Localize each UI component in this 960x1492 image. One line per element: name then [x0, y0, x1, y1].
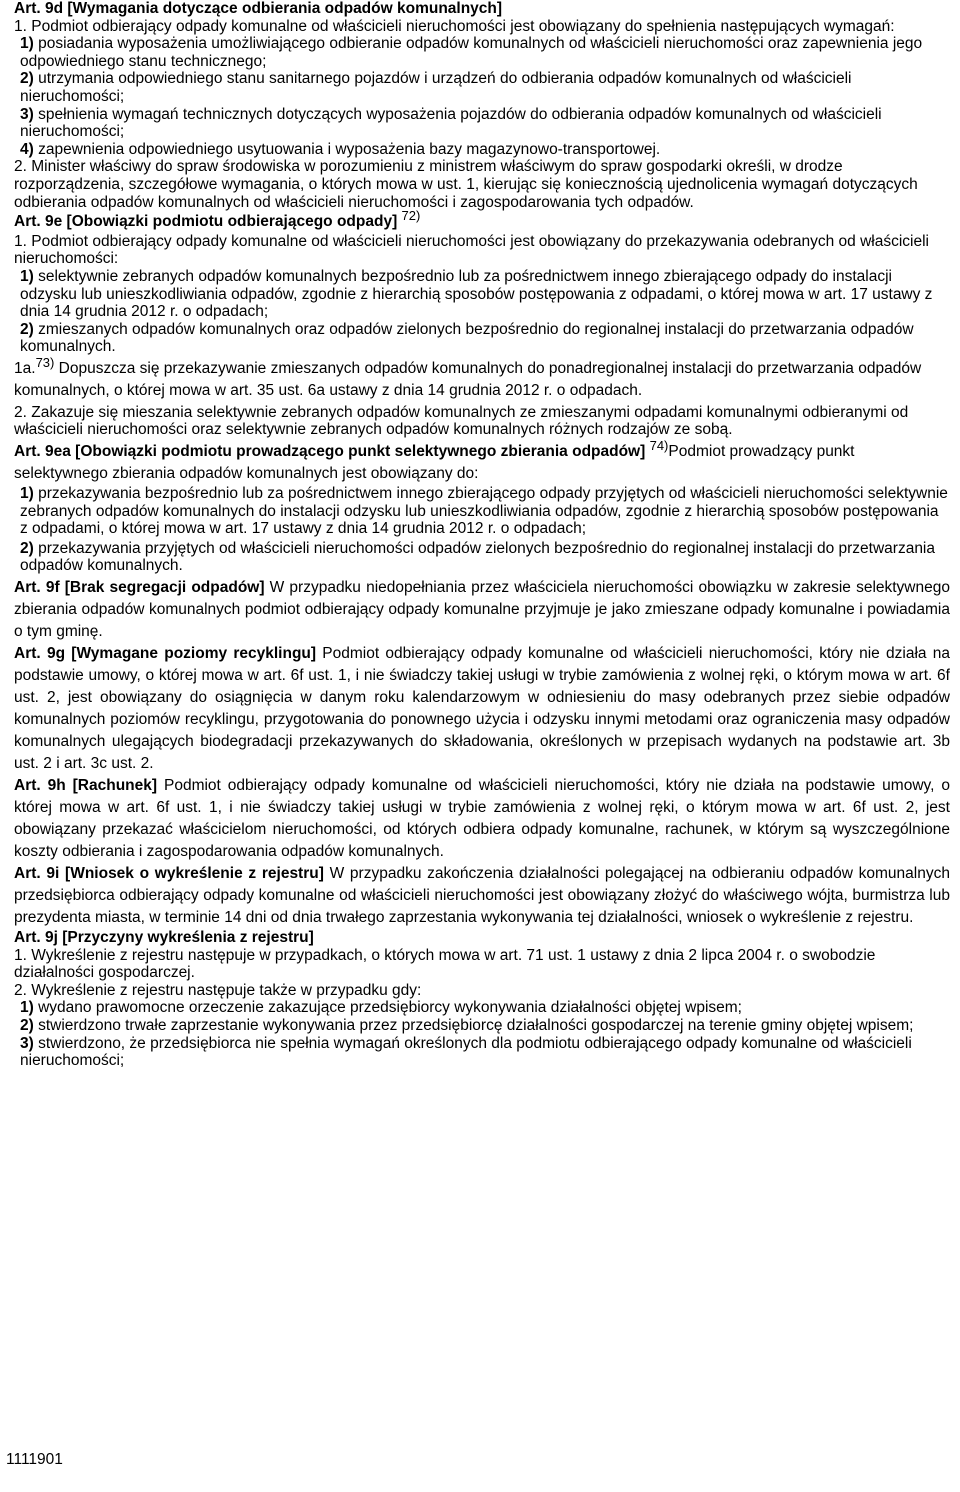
article-9d-paragraph-2: 2. Minister właściwy do spraw środowiska w porozumieniu z ministrem właściwym do spraw gospodarki określi, w drodze rozporządzenia, szczegółowe wymagania, o których mowa w ust. 1, kierując się koniecznością ujednolicenia wymagań dotyczących odbierania odpadów komunalnych od właścicieli nieruchomości i zagospodarowania tych odpadów.	[14, 158, 918, 211]
item-text: zapewnienia odpowiedniego usytuowania i wyposażenia bazy magazynowo-transportowej.	[33, 140, 661, 158]
item-text: przekazywania bezpośrednio lub za pośrednictwem innego zbierającego odpady przyjętych od właścicieli nieruchomości selektywnie zebranych odpadów komunalnych do instalacji odzysku lub unieszkodliwiania odpadów, zgodnie z hierarchią sposobów postępowania z odpadami, o której mowa w art. 17 ustawy z dnia 14 grudnia 2012 r. o odpadach;	[20, 485, 948, 538]
item-number: 3)	[20, 105, 34, 123]
item-number: 1)	[20, 999, 34, 1017]
article-9f-paragraph	[14, 577, 950, 643]
article-9d-paragraph-1: 1. Podmiot odbierający odpady komunalne od właścicieli nieruchomości jest obowiązany do spełnienia następujących wymagań:	[14, 17, 895, 35]
article-9i	[14, 863, 950, 929]
article-9e-paragraph-2: 2. Zakazuje się mieszania selektywnie zebranych odpadów komunalnych ze zmieszanymi odpadami komunalnymi odbieranymi od właścicieli nieruchomości oraz selektywnie zebranych odpadów komunalnych różnych rodzajów ze sobą.	[14, 403, 909, 439]
paragraph-text: Dopuszcza się przekazywanie zmieszanych odpadów komunalnych do ponadregionalnej instalacji do przetwarzania odpadów komunalnych, o której mowa w art. 35 ust. 6a ustawy z dnia 14 grudnia 2012 r. o odpadach.	[14, 359, 922, 399]
article-9h-paragraph	[14, 775, 950, 863]
article-9d	[14, 0, 950, 211]
item-text: utrzymania odpowiedniego stanu sanitarnego pojazdów i urządzeń do odbierania odpadów komunalnych od właścicieli nieruchomości;	[20, 70, 852, 105]
article-9f-text: W przypadku niedopełniania przez właściciela nieruchomości obowiązku w zakresie selektywnego zbierania odpadów komunalnych podmiot odbierający odpady komunalne przyjmuje je jako zmieszane odpady komunalne i powiadamia o tym gminę.	[14, 579, 950, 641]
item-text: przekazywania przyjętych od właścicieli nieruchomości odpadów zielonych bezpośrednio do regionalnej instalacji do przetwarzania odpadów komunalnych.	[20, 539, 935, 575]
article-9h	[14, 775, 950, 863]
article-9j-item-2	[14, 1017, 950, 1035]
item-text: spełnienia wymagań technicznych dotyczących wyposażenia pojazdów do odbierania odpadów komunalnych od właścicieli nieruchomości;	[20, 105, 882, 141]
footnote-marker: 74)	[649, 438, 669, 454]
article-9ea-item-2	[14, 540, 950, 575]
item-number: 2)	[20, 539, 34, 557]
article-9j-item-3	[14, 1035, 950, 1070]
article-9ea-heading	[14, 438, 950, 485]
item-number: 2)	[20, 320, 34, 338]
article-9i-paragraph	[14, 863, 950, 929]
article-9i-text: W przypadku zakończenia działalności polegającej na odbieraniu odpadów komunalnych przedsiębiorca odbierający odpady komunalne od właścicieli nieruchomości jest obowiązany złożyć do właściwego wójta, burmistrza lub prezydenta miasta, w terminie 14 dni od dnia trwałego zaprzestania wykonywania tej działalności, wniosek o wykreślenie z rejestru.	[14, 865, 950, 927]
article-9g-text: Podmiot odbierający odpady komunalne od właścicieli nieruchomości, który nie działa na podstawie umowy, o której mowa w art. 6f ust. 1, i nie świadczy takiej usługi w trybie zamówienia z wolnej ręki, o którym mowa w art. 6f ust. 2, jest obowiązany do osiągnięcia w danym roku kalendarzowym w odniesieniu do masy odebranych przez siebie odpadów komunalnych poziomów recyklingu, przygotowania do ponownego użycia i odzysku innymi metodami oraz ograniczenia masy odpadów komunalnych ulegających biodegradacji przekazywanych do składowania, określonych w przepisach wydanych na podstawie art. 3b ust. 2 i art. 3c ust. 2.	[14, 645, 950, 773]
article-9f	[14, 577, 950, 643]
item-text: selektywnie zebranych odpadów komunalnych bezpośrednio lub za pośrednictwem innego zbierającego odpady do instalacji odzysku lub unieszkodliwiania odpadów, zgodnie z hierarchią sposobów postępowania z odpadami, o której mowa w art. 17 ustawy z dnia 14 grudnia 2012 r. o odpadach;	[20, 267, 933, 321]
item-number: 3)	[20, 1034, 34, 1052]
article-9j-title: Art. 9j [Przyczyny wykreślenia z rejestru]	[14, 929, 314, 947]
article-9d-item-4	[14, 141, 950, 159]
item-text: posiadania wyposażenia umożliwiającego odbieranie odpadów komunalnych od właścicieli nieruchomości oraz zapewnienia jego odpowiedniego stanu technicznego;	[20, 35, 923, 70]
article-9e	[14, 208, 950, 439]
article-9j-paragraph-2: 2. Wykreślenie z rejestru następuje także w przypadku gdy:	[14, 981, 422, 999]
article-9e-paragraph-1a	[14, 354, 950, 402]
item-number: 1)	[20, 267, 34, 285]
item-number: 1)	[20, 35, 34, 53]
article-9g-title: Art. 9g [Wymagane poziomy recyklingu]	[14, 645, 317, 663]
article-9ea-item-1	[14, 485, 950, 538]
item-text: stwierdzono, że przedsiębiorca nie spełnia wymagań określonych dla podmiotu odbierającego odpady komunalne od właścicieli nieruchomości;	[20, 1034, 912, 1070]
article-9ea-lead: Podmiot prowadzący punkt selektywnego zbierania odpadów komunalnych jest obowiązany do:	[14, 443, 855, 483]
item-text: wydano prawomocne orzeczenie zakazujące przedsiębiorcy wykonywania działalności objętej wpisem;	[33, 999, 742, 1017]
article-9g	[14, 643, 950, 775]
article-9h-text: Podmiot odbierający odpady komunalne od właścicieli nieruchomości, który nie działa na podstawie umowy, o której mowa w art. 6f ust. 1, i nie świadczy takiej usługi w trybie zamówienia z wolnej ręki, o którym mowa w art. 6f ust. 2, jest obowiązany przekazać właścicielom nieruchomości, od których odbiera odpady komunalne, rachunek, w którym są wyszczególnione koszty odbierania i zagospodarowania odpadów komunalnych.	[14, 777, 950, 861]
item-number: 2)	[20, 70, 34, 88]
article-9e-title: Art. 9e [Obowiązki podmiotu odbierającego odpady]	[14, 213, 398, 231]
article-9d-item-2	[14, 70, 950, 105]
item-text: zmieszanych odpadów komunalnych oraz odpadów zielonych bezpośrednio do regionalnej instalacji do przetwarzania odpadów komunalnych.	[20, 320, 914, 356]
page-footer-code: 1111901	[6, 1451, 63, 1468]
article-9f-title: Art. 9f [Brak segregacji odpadów]	[14, 579, 265, 597]
article-9j	[14, 929, 950, 1070]
item-number: 2)	[20, 1017, 34, 1034]
paragraph-number: 1a.	[14, 359, 36, 377]
article-9d-item-1	[14, 35, 950, 70]
item-number: 1)	[20, 485, 34, 503]
article-9e-heading	[14, 208, 950, 231]
article-9d-title: Art. 9d [Wymagania dotyczące odbierania odpadów komunalnych]	[14, 0, 503, 17]
article-9e-paragraph-1: 1. Podmiot odbierający odpady komunalne od właścicieli nieruchomości jest obowiązany do przekazywania odebranych od właścicieli nieruchomości:	[14, 232, 929, 268]
article-9i-title: Art. 9i [Wniosek o wykreślenie z rejestru]	[14, 865, 324, 883]
article-9h-title: Art. 9h [Rachunek]	[14, 777, 158, 795]
article-9j-item-1	[14, 999, 950, 1017]
article-9ea	[14, 438, 950, 575]
article-9j-paragraph-1: 1. Wykreślenie z rejestru następuje w przypadkach, o których mowa w art. 71 ust. 1 ustawy z dnia 2 lipca 2004 r. o swobodzie działalności gospodarczej.	[14, 946, 876, 982]
article-9e-item-2	[14, 321, 950, 356]
footnote-marker: 72)	[401, 208, 421, 224]
document-page	[14, 0, 950, 1070]
article-9g-paragraph	[14, 643, 950, 775]
item-number: 4)	[20, 140, 34, 158]
item-text: stwierdzono trwałe zaprzestanie wykonywania przez przedsiębiorcę działalności gospodarczej na terenie gminy objętej wpisem;	[33, 1017, 914, 1034]
article-9d-item-3	[14, 106, 950, 141]
article-9ea-title: Art. 9ea [Obowiązki podmiotu prowadzącego punkt selektywnego zbierania odpadów]	[14, 443, 646, 461]
footnote-marker: 73)	[35, 354, 55, 370]
article-9e-item-1	[14, 268, 950, 321]
